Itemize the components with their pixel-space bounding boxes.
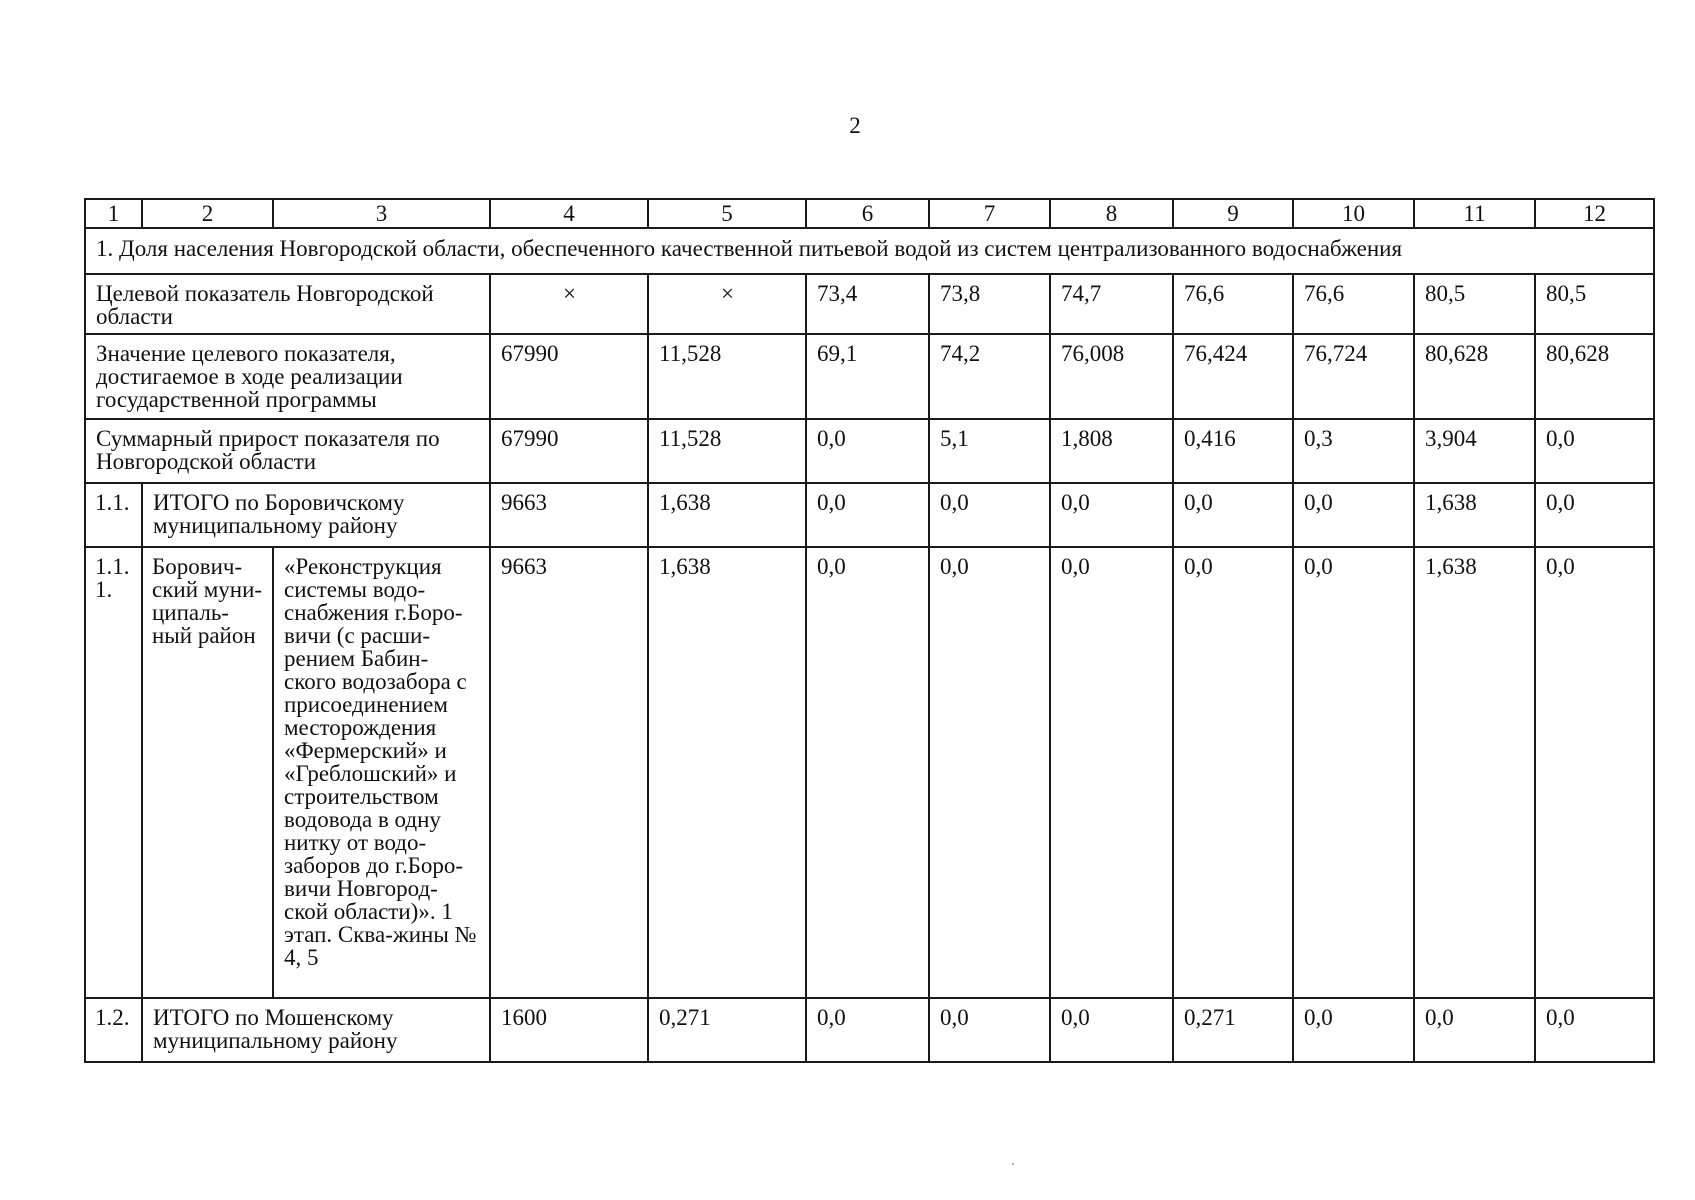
column-number: 2 [142,199,273,228]
table-cell: 0,0 [1050,483,1173,547]
table-cell: 76,424 [1173,334,1293,419]
table-cell: 76,724 [1293,334,1414,419]
table-cell: 11,528 [648,334,806,419]
row-label: Целевой показатель Новгородской области [85,274,490,334]
row-number: 1.1.1. [85,547,142,998]
district-name: Борович-ский муни-ципаль-ный район [142,547,273,998]
table-cell: 0,0 [929,483,1050,547]
table-cell: 0,3 [1293,419,1414,483]
project-description: «Реконструкция системы водо-снабжения г.Боро-вичи (с расши-рением Бабин-ского водозабора с присоединением месторождения «Фермерский» и «Греблошский» и строительством водовода в одну нитку от водо-заборов до г.Боро-вичи Новгород-ской области)». 1 этап. Сква-жины № 4, 5 [273,547,490,998]
column-number: 6 [806,199,929,228]
indicators-table [84,198,1655,1063]
column-number: 5 [648,199,806,228]
column-number: 4 [490,199,648,228]
table-cell: 69,1 [806,334,929,419]
column-number: 11 [1414,199,1535,228]
table-cell: 0,0 [1173,483,1293,547]
table-row [85,547,1654,998]
table-row [85,419,1654,483]
table-cell: 80,628 [1535,334,1654,419]
column-number: 8 [1050,199,1173,228]
table-cell: 5,1 [929,419,1050,483]
table-cell: 0,0 [1535,998,1654,1062]
column-number: 3 [273,199,490,228]
table-cell: 0,0 [1050,547,1173,998]
table-cell: × [490,274,648,334]
table-cell: 1,808 [1050,419,1173,483]
table-row [85,998,1654,1062]
table-row [85,483,1654,547]
table-cell: 0,0 [806,998,929,1062]
table-cell: 74,7 [1050,274,1173,334]
table-cell: 0,0 [806,483,929,547]
table-cell: 76,6 [1173,274,1293,334]
table-cell: 0,0 [806,419,929,483]
table-cell: 1,638 [648,483,806,547]
table-cell: 80,628 [1414,334,1535,419]
row-number: 1.2. [85,998,142,1062]
column-number-row [85,199,1654,228]
table-cell: 1,638 [648,547,806,998]
table-cell: 80,5 [1535,274,1654,334]
table-cell: 74,2 [929,334,1050,419]
column-number: 10 [1293,199,1414,228]
table-cell: 0,0 [1535,547,1654,998]
table-cell: 9663 [490,547,648,998]
table-cell: 76,6 [1293,274,1414,334]
column-number: 9 [1173,199,1293,228]
table-cell: 0,0 [1173,547,1293,998]
table-cell: 67990 [490,419,648,483]
table-cell: 0,0 [1293,998,1414,1062]
table-cell: 73,8 [929,274,1050,334]
table-cell: 0,271 [648,998,806,1062]
section-title: 1. Доля населения Новгородской области, обеспеченного качественной питьевой водой из систем централизованного водоснабжения [85,228,1654,274]
row-label: ИТОГО по Мошенскому муниципальному району [142,998,490,1062]
table-row [85,274,1654,334]
table-cell: 0,0 [1414,998,1535,1062]
row-number: 1.1. [85,483,142,547]
table-cell: 1600 [490,998,648,1062]
page-number: 2 [849,113,861,138]
table-cell: 0,416 [1173,419,1293,483]
table-cell: 0,271 [1173,998,1293,1062]
table-cell: 9663 [490,483,648,547]
row-label: Суммарный прирост показателя по Новгородской области [85,419,490,483]
table-cell: 0,0 [1050,998,1173,1062]
table-cell: 11,528 [648,419,806,483]
table-cell: × [648,274,806,334]
column-number: 1 [85,199,142,228]
table-cell: 0,0 [929,547,1050,998]
section-header-row [85,228,1654,274]
column-number: 7 [929,199,1050,228]
table-cell: 0,0 [929,998,1050,1062]
table-cell: 0,0 [806,547,929,998]
table-cell: 1,638 [1414,483,1535,547]
row-label: Значение целевого показателя, достигаемое в ходе реализации государственной программы [85,334,490,419]
table-cell: 73,4 [806,274,929,334]
table-cell: 0,0 [1293,547,1414,998]
table-cell: 76,008 [1050,334,1173,419]
scan-speck [1012,1163,1014,1165]
column-number: 12 [1535,199,1654,228]
table-row [85,334,1654,419]
row-label: ИТОГО по Боровичскому муниципальному району [142,483,490,547]
table-cell: 1,638 [1414,547,1535,998]
table-cell: 80,5 [1414,274,1535,334]
table-cell: 67990 [490,334,648,419]
table-cell: 0,0 [1535,483,1654,547]
table-cell: 3,904 [1414,419,1535,483]
table-cell: 0,0 [1535,419,1654,483]
table-cell: 0,0 [1293,483,1414,547]
